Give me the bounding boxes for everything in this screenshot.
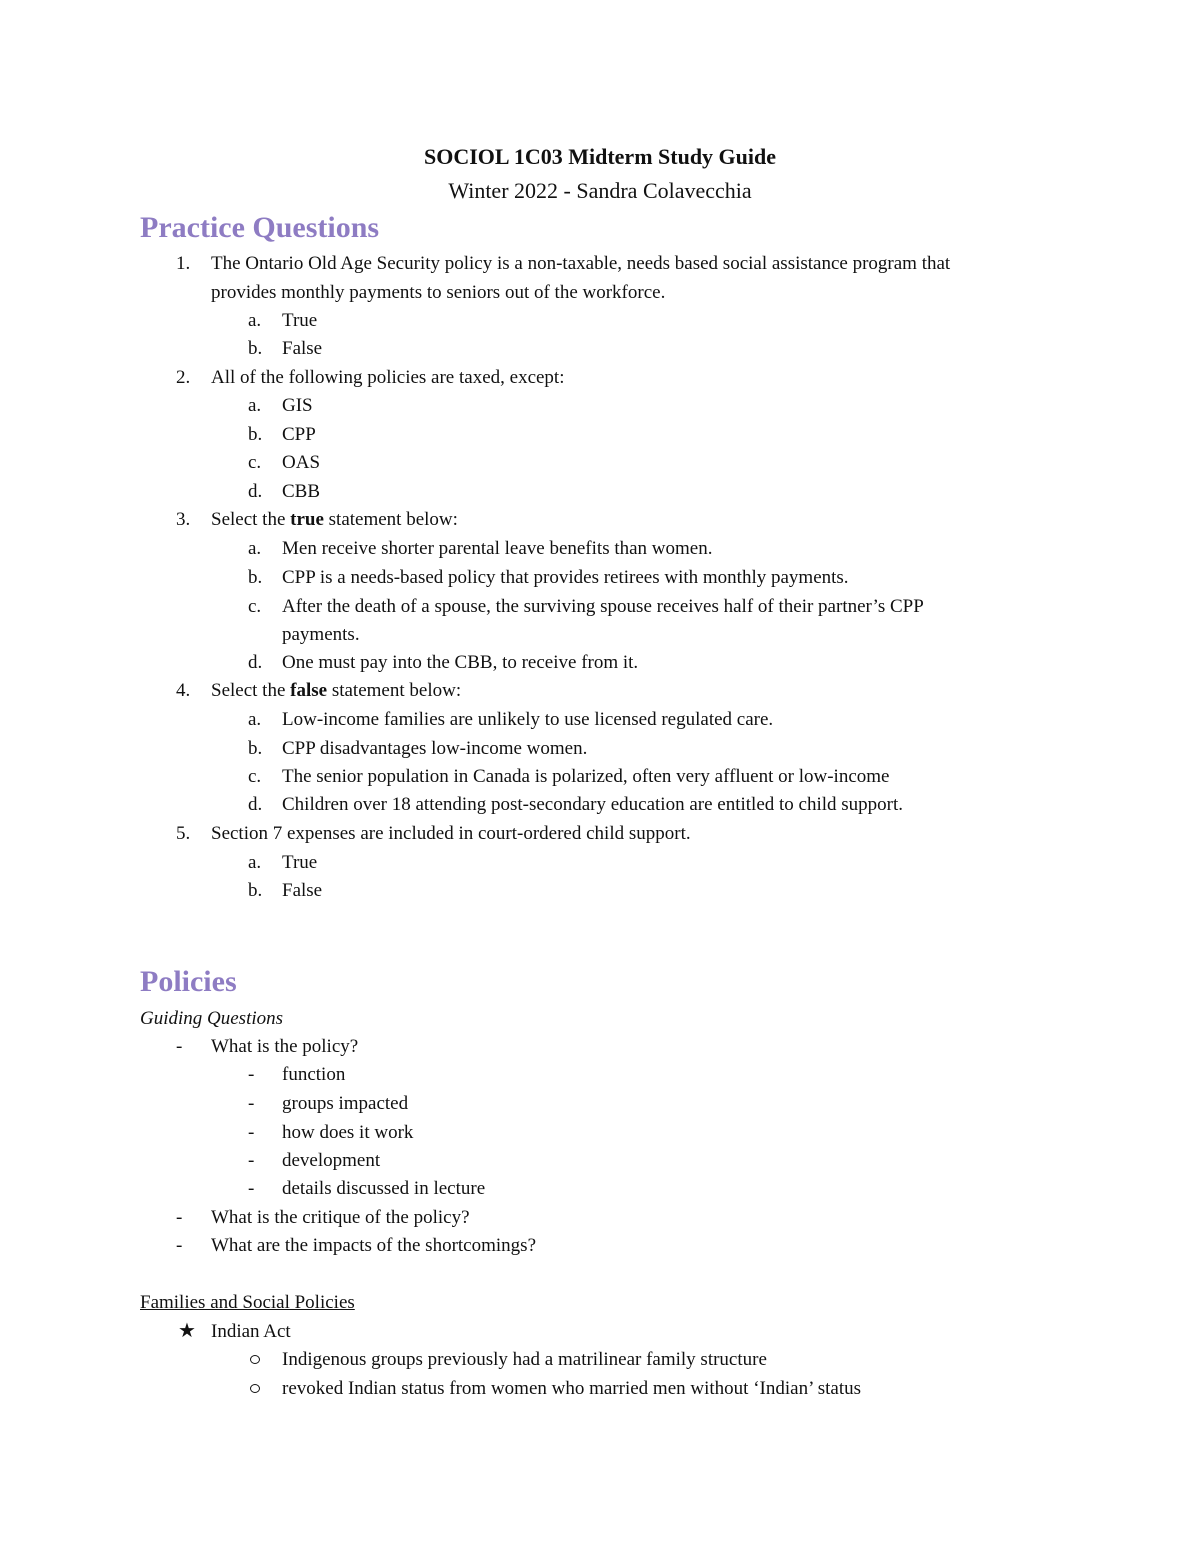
dash-bullet: - (248, 1178, 255, 1199)
document-subtitle: Winter 2022 - Sandra Colavecchia (448, 178, 752, 203)
question-number: 3. (176, 509, 191, 530)
option-text: CBB (282, 481, 321, 502)
policies-heading: Policies (140, 965, 237, 998)
option-text: CPP disadvantages low-income women. (282, 738, 588, 759)
option-text: GIS (282, 395, 313, 416)
option-letter: b. (248, 338, 263, 359)
option-text: The senior population in Canada is polarized, often very affluent or low-income (282, 766, 890, 787)
option-text: Children over 18 attending post-secondary education are entitled to child support. (282, 794, 904, 815)
emphasis-false: false (290, 680, 328, 701)
option-text-continued: payments. (282, 624, 360, 645)
option-letter: b. (248, 738, 263, 759)
circle-bullet-icon (250, 1355, 260, 1364)
sub-item: details discussed in lecture (282, 1178, 486, 1199)
topic-detail: revoked Indian status from women who married men without ‘Indian’ status (282, 1378, 862, 1399)
option-text: OAS (282, 452, 321, 473)
option-letter: a. (248, 709, 262, 730)
guiding-questions-label: Guiding Questions (140, 1008, 284, 1029)
question-number: 1. (176, 253, 191, 274)
question-number: 5. (176, 823, 191, 844)
option-text: CPP is a needs-based policy that provides retirees with monthly payments. (282, 567, 849, 588)
option-text: Men receive shorter parental leave benefits than women. (282, 538, 713, 559)
guiding-question: What is the policy? (211, 1036, 359, 1057)
option-letter: a. (248, 395, 262, 416)
guiding-question: What are the impacts of the shortcomings? (211, 1235, 537, 1256)
option-text: True (282, 310, 318, 331)
dash-bullet: - (176, 1036, 183, 1057)
option-letter: d. (248, 652, 263, 673)
option-text: False (282, 338, 323, 359)
option-letter: a. (248, 852, 262, 873)
option-letter: d. (248, 481, 263, 502)
section-title: Families and Social Policies (140, 1292, 355, 1313)
option-text: One must pay into the CBB, to receive from it. (282, 652, 639, 673)
circle-bullet-icon (250, 1384, 260, 1393)
question-text: All of the following policies are taxed, except: (211, 367, 565, 388)
option-letter: b. (248, 567, 263, 588)
dash-bullet: - (248, 1122, 255, 1143)
question-text-continued: provides monthly payments to seniors out of the workforce. (211, 282, 666, 303)
dash-bullet: - (248, 1150, 255, 1171)
dash-bullet: - (248, 1064, 255, 1085)
question-text: Select the false statement below: (211, 680, 462, 701)
option-text: CPP (282, 424, 316, 445)
topic-item: Indian Act (211, 1321, 291, 1342)
option-letter: c. (248, 452, 262, 473)
sub-item: function (282, 1064, 346, 1085)
dash-bullet: - (176, 1235, 183, 1256)
question-text: Select the true statement below: (211, 509, 458, 530)
option-letter: a. (248, 310, 262, 331)
sub-item: groups impacted (282, 1093, 409, 1114)
guiding-question: What is the critique of the policy? (211, 1207, 470, 1228)
question-number: 4. (176, 680, 191, 701)
option-letter: b. (248, 880, 263, 901)
option-letter: a. (248, 538, 262, 559)
topic-detail: Indigenous groups previously had a matrilinear family structure (282, 1349, 767, 1370)
star-bullet-icon: ★ (178, 1320, 196, 1342)
question-text: Section 7 expenses are included in court-ordered child support. (211, 823, 691, 844)
dash-bullet: - (176, 1207, 183, 1228)
question-number: 2. (176, 367, 191, 388)
option-letter: d. (248, 794, 263, 815)
option-letter: b. (248, 424, 263, 445)
sub-item: how does it work (282, 1122, 414, 1143)
option-letter: c. (248, 596, 262, 617)
question-text: The Ontario Old Age Security policy is a non-taxable, needs based social assistance program that (211, 253, 951, 274)
option-text: True (282, 852, 318, 873)
document-title: SOCIOL 1C03 Midterm Study Guide (423, 144, 777, 169)
emphasis-true: true (290, 509, 324, 530)
option-text: Low-income families are unlikely to use licensed regulated care. (282, 709, 774, 730)
option-letter: c. (248, 766, 262, 787)
dash-bullet: - (248, 1093, 255, 1114)
option-text: False (282, 880, 323, 901)
sub-item: development (282, 1150, 381, 1171)
option-text: After the death of a spouse, the surviving spouse receives half of their partner’s CPP (282, 596, 924, 617)
practice-questions-heading: Practice Questions (140, 211, 380, 244)
